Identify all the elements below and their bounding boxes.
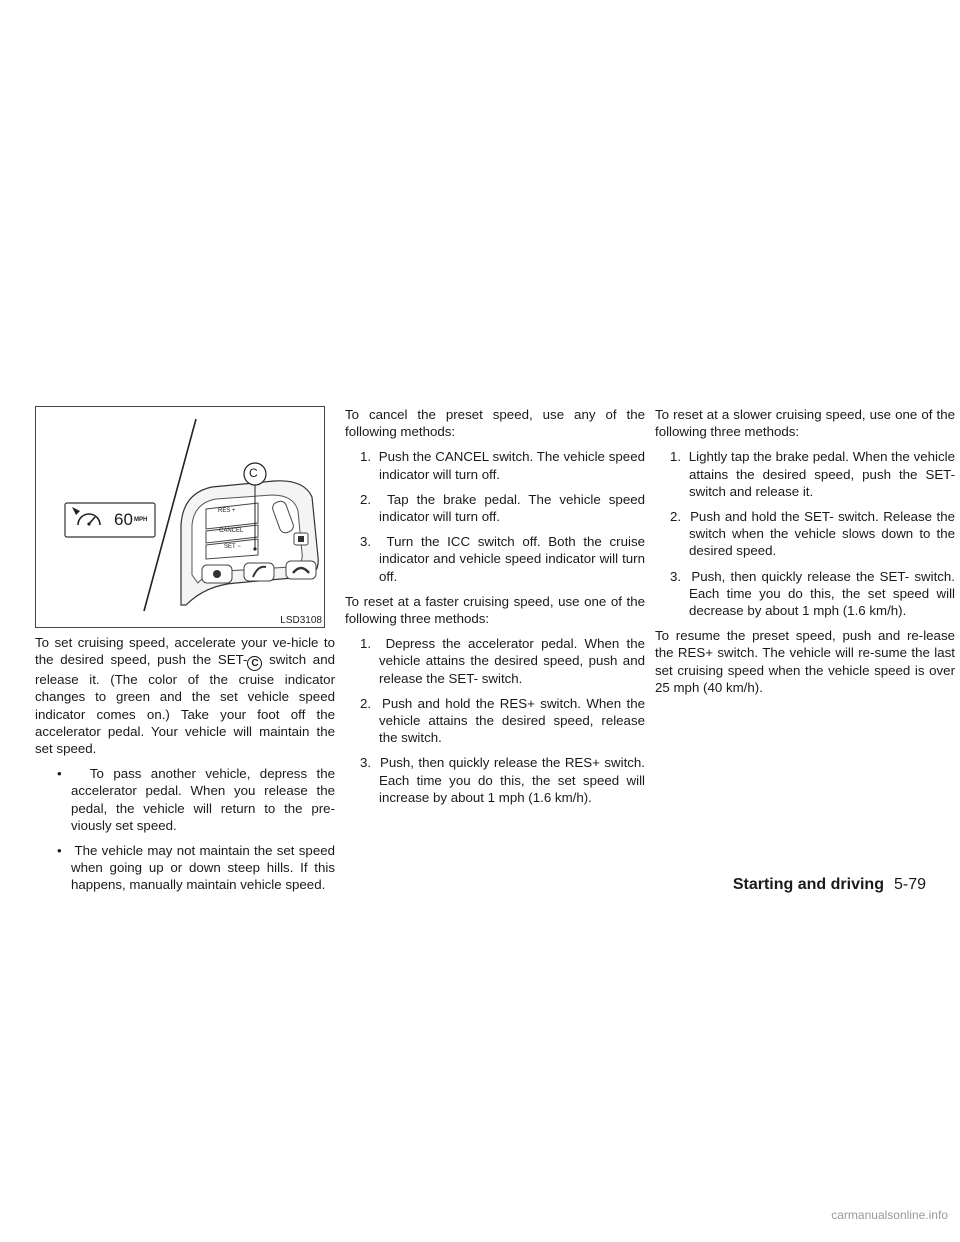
callout-c-badge: C — [247, 656, 262, 671]
slower-intro: To reset at a slower cruising speed, use one of the following three methods: — [655, 407, 955, 440]
watermark: carmanualsonline.info — [831, 1208, 948, 1222]
faster-intro: To reset at a faster cruising speed, use one of the following three methods: — [345, 593, 645, 627]
set-speed-paragraph: To set cruising speed, accelerate your ve-hicle to the desired speed, push the SET- C switch and release it. (The color of the cruise indicator changes to green and the set vehicle speed indicator comes on.) Take your foot off the accelerator pedal. Your vehicle will maintain the set speed. — [35, 635, 335, 757]
cruise-control-figure — [35, 406, 325, 628]
list-item: 2. Push and hold the SET- switch. Release the switch when the vehicle slows down to the desired speed. — [670, 509, 955, 559]
column-2 — [345, 406, 645, 814]
list-item: 2. Push and hold the RES+ switch. When the vehicle attains the desired speed, release the switch. — [360, 695, 645, 746]
list-item: • To pass another vehicle, depress the accelerator pedal. When you release the pedal, the vehicle will return to the pre-viously set speed. — [57, 766, 335, 833]
cancel-intro: To cancel the preset speed, use any of the following methods: — [345, 407, 645, 440]
column-1 — [35, 634, 335, 902]
speed-unit: MPH — [134, 517, 148, 523]
set-minus-button-label: SET − — [224, 544, 241, 550]
callout-label: C — [249, 466, 258, 480]
list-item: 1. Lightly tap the brake pedal. When the vehicle attains the desired speed, push the SET- switch and release it. — [670, 449, 956, 499]
page-number: 5-79 — [893, 876, 926, 893]
figure-id: LSD3108 — [280, 615, 322, 626]
page-footer — [0, 876, 926, 894]
column-3 — [655, 406, 955, 704]
list-item: 3. Push, then quickly release the SET- switch. Each time you do this, the set speed will decrease by about 1 mph (1.6 km/h). — [670, 568, 956, 619]
list-item: 3. Push, then quickly release the RES+ switch. Each time you do this, the set speed will increase by about 1 mph (1.6 km/h). — [360, 755, 646, 805]
speed-value: 60 — [114, 510, 133, 529]
resume-paragraph: To resume the preset speed, push and re-lease the RES+ switch. The vehicle will re-sume the last set cruising speed when the vehicle speed is over 25 mph (40 km/h). — [655, 628, 955, 695]
list-item: 1. Depress the accelerator pedal. When the vehicle attains the desired speed, push and release the SET- switch. — [360, 636, 645, 686]
list-item: 3. Turn the ICC switch off. Both the cruise indicator and vehicle speed indicator will turn off. — [360, 534, 645, 584]
section-title: Starting and driving — [732, 876, 884, 893]
list-item: • The vehicle may not maintain the set speed when going up or down steep hills. If this happens, manually maintain vehicle speed. — [57, 843, 335, 893]
list-item: 1. Push the CANCEL switch. The vehicle speed indicator will turn off. — [360, 449, 645, 482]
res-plus-button-label: RES + — [218, 508, 236, 514]
steering-switch-illustration — [36, 407, 325, 628]
cancel-button-label: CANCEL — [219, 528, 244, 534]
list-item: 2. Tap the brake pedal. The vehicle speed indicator will turn off. — [360, 491, 646, 525]
